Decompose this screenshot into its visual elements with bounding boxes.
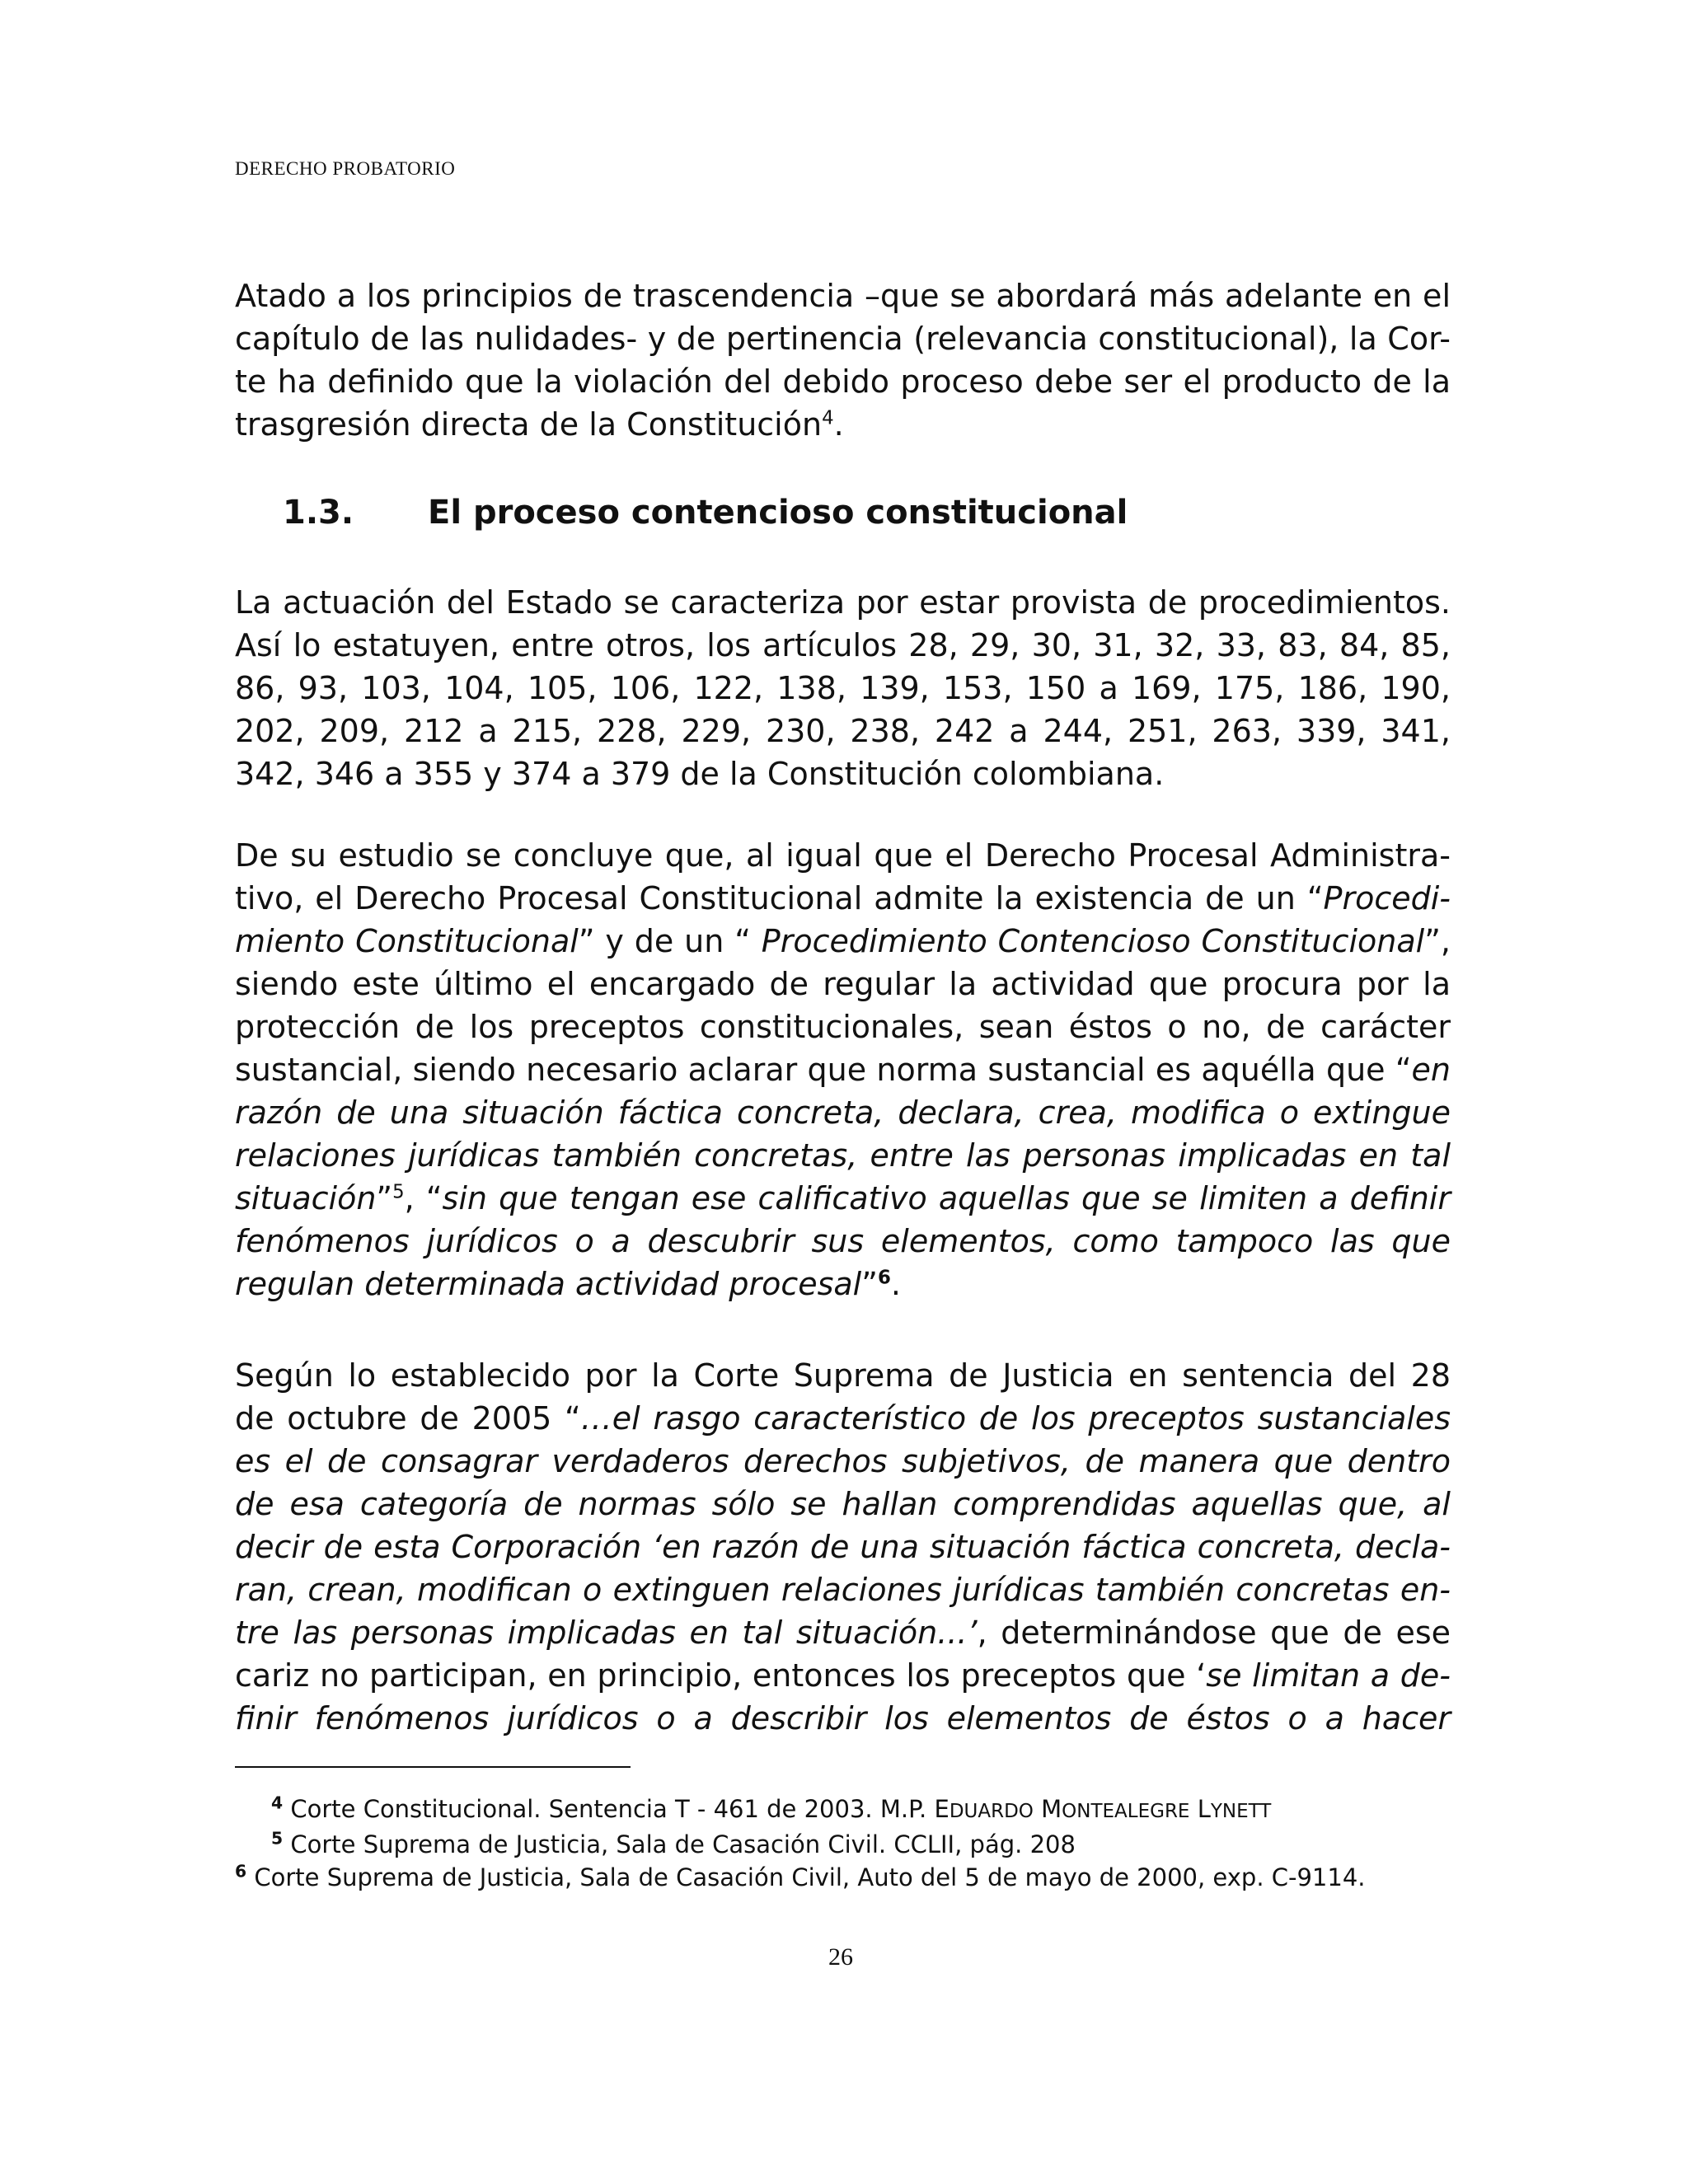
text-line — [235, 1091, 1451, 1134]
small-caps-initial: M — [1041, 1795, 1062, 1823]
italic-run: decir de esta Corporación ‘en razón de una situación fáctica concreta, decla- — [235, 1529, 1451, 1565]
text-line — [235, 1263, 1451, 1305]
paragraph-2 — [235, 581, 1451, 795]
italic-run: miento Constitucional — [235, 923, 579, 959]
text-run: . — [833, 406, 844, 443]
italic-run: tre las personas implicadas en tal situación...’ — [235, 1615, 978, 1651]
footnote-number: 6 — [235, 1861, 247, 1882]
footnote-number: 5 — [271, 1828, 284, 1849]
text-line: 202, 209, 212 a 215, 228, 229, 230, 238, 242 a 244, 251, 263, 339, 341, — [235, 713, 1451, 749]
italic-run: Procedi- — [1323, 880, 1451, 916]
text-line: siendo este último el encargado de regular la actividad que procura por la — [235, 966, 1451, 1002]
italic-run: de esa categoría de normas sólo se hallan comprendidas aquellas que, al — [235, 1486, 1451, 1522]
small-caps-rest: YNETT — [1210, 1801, 1272, 1822]
text-line — [235, 1483, 1451, 1526]
running-header: DERECHO PROBATORIO — [235, 158, 456, 179]
text-line: protección de los preceptos constitucionales, sean éstos o no, de carácter — [235, 1009, 1451, 1045]
text-line: Así lo estatuyen, entre otros, los artículos 28, 29, 30, 31, 32, 33, 83, 84, 85, — [235, 627, 1451, 663]
italic-run: finir fenómenos jurídicos o a describir los elementos de éstos o a hacer — [235, 1700, 1451, 1736]
text-run: cariz no participan, en principio, entonces los preceptos que ‘ — [235, 1657, 1207, 1694]
footnote-ref-5[interactable]: 5 — [392, 1181, 405, 1203]
footnote-ref-4[interactable]: 4 — [822, 407, 834, 429]
small-caps-initial: L — [1197, 1795, 1211, 1823]
text-line: 342, 346 a 355 y 374 a 379 de la Constitución colombiana. — [235, 756, 1165, 792]
paragraph-1 — [235, 274, 1451, 446]
italic-run: Procedimiento Contencioso Constitucional — [761, 923, 1425, 959]
italic-run: se limitan a de- — [1206, 1657, 1451, 1694]
text-run: sustancial, siendo necesario aclarar que norma sustancial es aquélla que “ — [235, 1052, 1412, 1088]
section-title: El proceso contencioso constitucional — [428, 494, 1128, 532]
text-line — [235, 1611, 1451, 1654]
text-line — [235, 1654, 1451, 1697]
text-line: Según lo establecido por la Corte Suprema de Justicia en sentencia del 28 — [235, 1357, 1451, 1394]
text-run: ” y de un “ — [578, 923, 751, 959]
text-run: ” — [861, 1266, 878, 1302]
italic-run: regulan determinada actividad procesal — [235, 1266, 862, 1302]
footnote-4 — [235, 1793, 1471, 1828]
text-line — [235, 1568, 1451, 1611]
italic-run: en — [1411, 1052, 1451, 1088]
text-line — [235, 1397, 1451, 1440]
text-run: trasgresión directa de la Constitución — [235, 406, 823, 443]
section-heading — [283, 491, 1128, 534]
text-run: , determinándose que de ese — [977, 1615, 1451, 1651]
text-run: , “ — [404, 1180, 443, 1216]
small-caps-rest: ONTEALEGRE — [1062, 1801, 1190, 1822]
text-line: 86, 93, 103, 104, 105, 106, 122, 138, 139, 153, 150 a 169, 175, 186, 190, — [235, 670, 1451, 706]
text-line — [235, 1697, 1451, 1740]
italic-run: sin que tengan ese calificativo aquellas que se limiten a definir — [442, 1180, 1451, 1216]
text-line — [235, 1220, 1451, 1263]
section-number: 1.3. — [283, 494, 354, 532]
text-run: de octubre de 2005 “ — [235, 1400, 581, 1436]
author-name — [935, 1795, 1272, 1823]
paragraph-3 — [235, 834, 1451, 1305]
text-line: De su estudio se concluye que, al igual que el Derecho Procesal Administra- — [235, 837, 1451, 874]
text-line: Atado a los principios de trascendencia –que se abordará más adelante en el — [235, 278, 1451, 314]
italic-run: ran, crean, modifican o extinguen relaciones jurídicas también concretas en- — [235, 1572, 1451, 1608]
footnote-5 — [235, 1828, 1471, 1861]
page-number: 26 — [828, 1943, 853, 1971]
text-line — [235, 1526, 1451, 1568]
text-run: tivo, el Derecho Procesal Constitucional admite la existencia de un “ — [235, 880, 1324, 916]
text-run: . — [890, 1266, 901, 1302]
footnote-text: Corte Constitucional. Sentencia T - 461 de 2003. M.P. — [290, 1795, 935, 1823]
text-line — [235, 920, 1451, 963]
italic-run: razón de una situación fáctica concreta, declara, crea, modifica o extingue — [235, 1094, 1451, 1131]
italic-run: …el rasgo característico de los preceptos sustanciales — [580, 1400, 1451, 1436]
italic-run: fenómenos jurídicos o a descubrir sus elementos, como tampoco las que — [235, 1223, 1451, 1259]
footnote-text: Corte Suprema de Justicia, Sala de Casación Civil. CCLII, pág. 208 — [290, 1830, 1076, 1858]
text-line: La actuación del Estado se caracteriza por estar provista de procedimientos. — [235, 584, 1451, 621]
footnote-6 — [235, 1861, 1471, 1894]
text-line — [235, 1134, 1451, 1177]
text-line: capítulo de las nulidades- y de pertinencia (relevancia constitucional), la Cor- — [235, 321, 1451, 357]
text-line — [235, 403, 1451, 446]
footnote-text: Corte Suprema de Justicia, Sala de Casación Civil, Auto del 5 de mayo de 2000, exp. C-9114. — [254, 1863, 1366, 1891]
italic-run: es el de consagrar verdaderos derechos subjetivos, de manera que dentro — [235, 1443, 1451, 1479]
text-run: ”, — [1424, 923, 1451, 959]
italic-run: relaciones jurídicas también concretas, entre las personas implicadas en tal — [235, 1137, 1451, 1174]
text-line — [235, 877, 1451, 920]
footnotes — [235, 1793, 1471, 1894]
text-line: te ha definido que la violación del debido proceso debe ser el producto de la — [235, 363, 1451, 400]
italic-run: situación — [235, 1180, 377, 1216]
footnote-separator — [235, 1766, 631, 1768]
text-line — [235, 1048, 1451, 1091]
footnote-ref-6[interactable]: 6 — [877, 1267, 891, 1289]
footnote-number: 4 — [271, 1793, 284, 1813]
text-line — [235, 1177, 1451, 1220]
text-line — [235, 1440, 1451, 1483]
paragraph-4 — [235, 1354, 1451, 1740]
small-caps-initial: E — [934, 1795, 950, 1823]
text-run: ” — [376, 1180, 393, 1216]
small-caps-rest: DUARDO — [949, 1801, 1034, 1822]
